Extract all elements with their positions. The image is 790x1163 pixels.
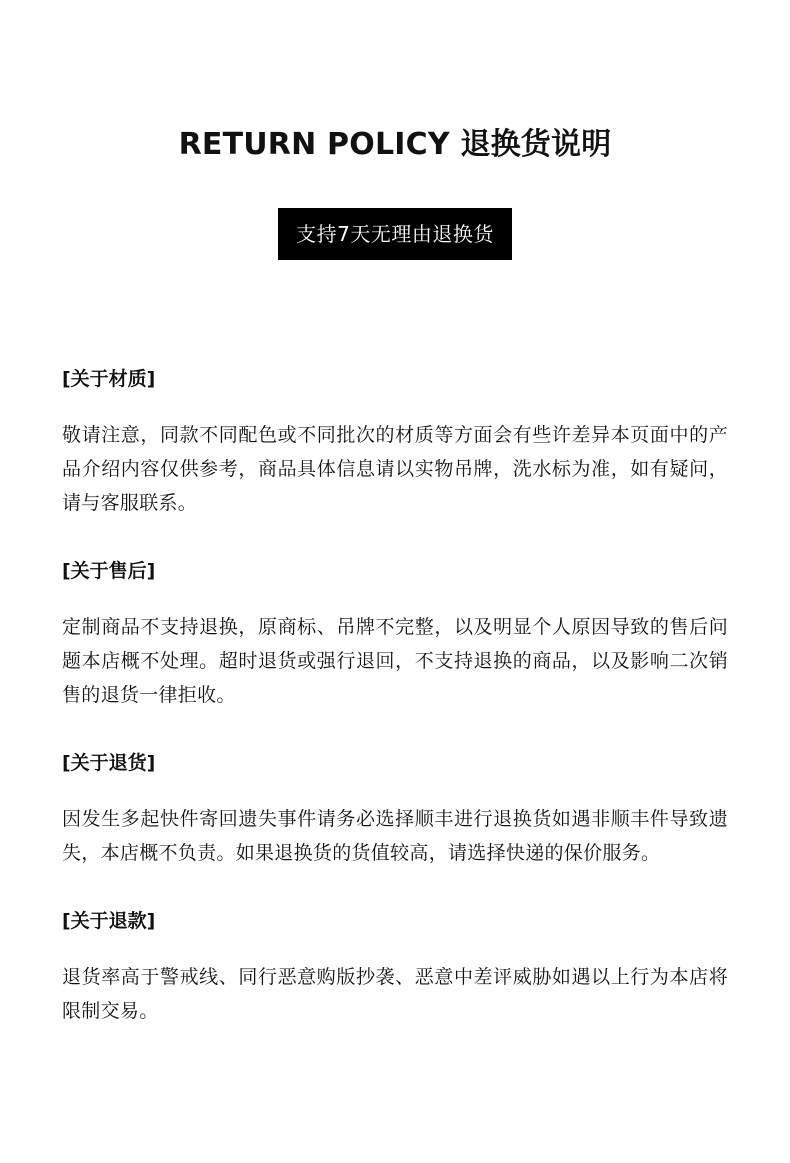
section-heading-returns: [关于退货] [62,752,156,774]
section-returns [62,748,728,870]
section-after-sales [62,556,728,712]
section-refunds [62,906,728,1028]
section-body-returns: 因发生多起快件寄回遗失事件请务必选择顺丰进行退换货如遇非顺丰件导致遗失，本店概不负责。如果退换货的货值较高，请选择快递的保价服务。 [62,808,728,864]
section-heading-refunds: [关于退款] [62,910,156,932]
section-heading-material: [关于材质] [62,368,156,390]
seven-day-return-badge: 支持7天无理由退换货 [278,208,512,260]
section-material [62,364,728,520]
section-heading-after-sales: [关于售后] [62,560,156,582]
section-body-after-sales: 定制商品不支持退换，原商标、吊牌不完整，以及明显个人原因导致的售后问题本店概不处理。超时退货或强行退回，不支持退换的商品，以及影响二次销售的退货一律拒收。 [62,616,728,706]
section-body-refunds: 退货率高于警戒线、同行恶意购版抄袭、恶意中差评威胁如遇以上行为本店将限制交易。 [62,966,728,1022]
badge-container [62,208,728,260]
section-body-material: 敬请注意，同款不同配色或不同批次的材质等方面会有些许差异本页面中的产品介绍内容仅供参考，商品具体信息请以实物吊牌，洗水标为准，如有疑问，请与客服联系。 [62,424,728,514]
policy-sections [62,364,728,1028]
page-title: RETURN POLICY 退换货说明 [178,127,612,162]
